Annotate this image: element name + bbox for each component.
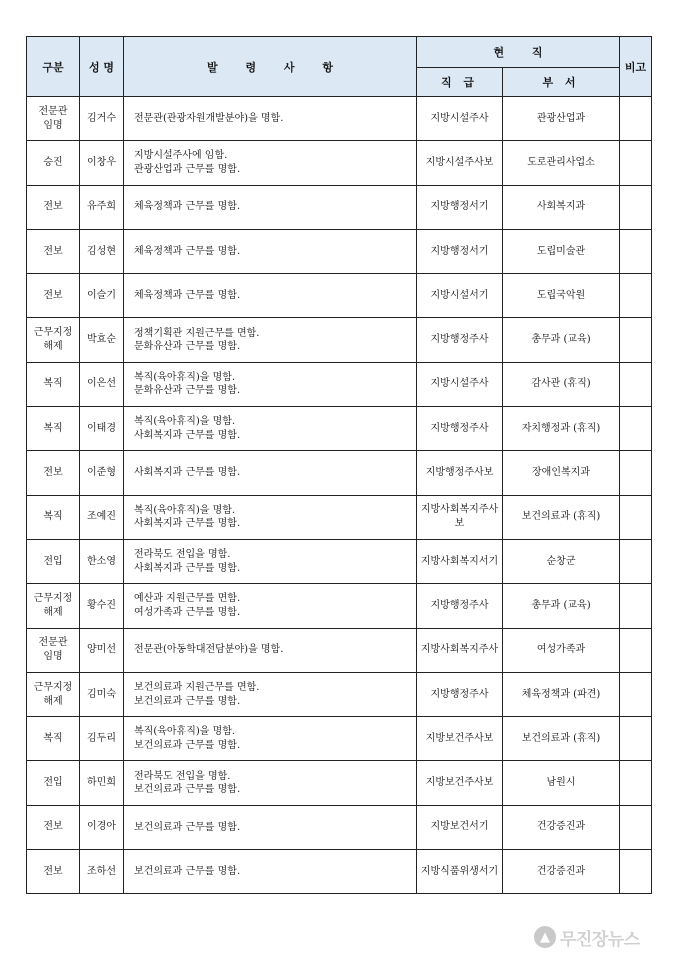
- category-line: 전문관: [38, 105, 68, 117]
- cell-category: [27, 495, 80, 539]
- cell-name: 이은선: [80, 362, 124, 406]
- cell-order: [124, 274, 417, 318]
- cell-note: [620, 362, 652, 406]
- cell-name: 김두리: [80, 717, 124, 761]
- cell-note: [620, 97, 652, 141]
- table-row: [27, 274, 652, 318]
- cell-note: [620, 229, 652, 273]
- header-department: 부 서: [503, 68, 620, 97]
- cell-department: 도립미술관: [503, 229, 620, 273]
- order-line: 복직(육아휴직)을 명함.: [134, 371, 236, 383]
- news-watermark: [534, 921, 674, 953]
- order-line: 문화유산과 근무를 명함.: [134, 385, 241, 397]
- cell-department: 장애인복지과: [503, 451, 620, 495]
- order-line: 보건의료과 지원근무를 면함.: [134, 682, 260, 693]
- cell-department: 자치행정과 (휴직): [503, 407, 620, 451]
- cell-note: [620, 274, 652, 318]
- header-order: 발 령 사 항: [124, 37, 417, 97]
- cell-category: [27, 318, 80, 362]
- cell-department: 건강증진과: [503, 805, 620, 849]
- order-line: 보건의료과 근무를 명함.: [134, 739, 241, 751]
- cell-department: 관광산업과: [503, 97, 620, 141]
- cell-name: 한소영: [80, 539, 124, 583]
- category-line: 복직: [43, 422, 63, 434]
- table-row: [27, 761, 652, 805]
- category-line: 전입: [43, 555, 63, 567]
- cell-rank: 지방행정서기: [417, 185, 503, 229]
- cell-order: [124, 584, 417, 628]
- cell-department: 사회복지과: [503, 185, 620, 229]
- cell-note: [620, 141, 652, 185]
- cell-order: [124, 672, 417, 716]
- cell-name: 김거수: [80, 97, 124, 141]
- cell-name: 김성현: [80, 229, 124, 273]
- order-line: 사회복지과 근무를 명함.: [134, 429, 241, 441]
- cell-order: [124, 141, 417, 185]
- category-line: 복직: [43, 732, 63, 744]
- order-line: 복직(육아휴직)을 명함.: [134, 726, 236, 738]
- header-rank: 직 급: [417, 68, 503, 97]
- category-line: 전보: [43, 821, 63, 833]
- order-line: 예산과 지원근무를 면함.: [134, 593, 241, 605]
- cell-category: [27, 141, 80, 185]
- header-current-position: 현 직: [417, 37, 620, 68]
- cell-department: 보건의료과 (휴직): [503, 717, 620, 761]
- category-line: 전보: [43, 865, 63, 877]
- table-row: [27, 362, 652, 406]
- mountain-logo-icon: ▲: [534, 926, 556, 948]
- order-line: 전라북도 전입을 명함.: [134, 549, 231, 561]
- table-row: [27, 141, 652, 185]
- cell-name: 양미선: [80, 628, 124, 672]
- cell-name: 이슬기: [80, 274, 124, 318]
- order-line: 정책기획관 지원근무를 면함.: [134, 327, 260, 339]
- cell-department: 총무과 (교육): [503, 318, 620, 362]
- cell-department: 순창군: [503, 539, 620, 583]
- order-line: 체육정책과 근무를 명함.: [134, 290, 241, 302]
- cell-order: [124, 805, 417, 849]
- cell-category: [27, 717, 80, 761]
- cell-order: [124, 628, 417, 672]
- order-line: 지방시설주사에 임함.: [134, 150, 228, 162]
- order-line: 보건의료과 근무를 명함.: [134, 695, 241, 707]
- cell-name: 이태경: [80, 407, 124, 451]
- cell-department: 남원시: [503, 761, 620, 805]
- header-name: 성 명: [80, 37, 124, 97]
- table-row: [27, 185, 652, 229]
- category-line: 승진: [43, 156, 63, 168]
- cell-rank: 지방시설서기: [417, 274, 503, 318]
- category-line: 전보: [43, 245, 63, 257]
- watermark-text: 무진장뉴스: [560, 929, 640, 950]
- cell-department: 건강증진과: [503, 850, 620, 894]
- order-line: 복직(육아휴직)을 명함.: [134, 504, 236, 516]
- cell-order: [124, 850, 417, 894]
- cell-name: 조하선: [80, 850, 124, 894]
- cell-note: [620, 185, 652, 229]
- table-row: [27, 850, 652, 894]
- cell-category: [27, 584, 80, 628]
- table-row: [27, 584, 652, 628]
- cell-order: [124, 539, 417, 583]
- cell-note: [620, 495, 652, 539]
- table-row: [27, 717, 652, 761]
- cell-order: [124, 318, 417, 362]
- cell-category: [27, 362, 80, 406]
- order-line: 보건의료과 근무를 명함.: [134, 865, 241, 877]
- category-line: 근무지정: [33, 681, 73, 693]
- cell-note: [620, 805, 652, 849]
- category-line: 전문관: [38, 637, 68, 649]
- cell-category: [27, 761, 80, 805]
- category-line: 해제: [43, 341, 63, 353]
- cell-name: 하민희: [80, 761, 124, 805]
- table-row: [27, 539, 652, 583]
- cell-rank: 지방행정주사: [417, 584, 503, 628]
- cell-name: 황수진: [80, 584, 124, 628]
- cell-department: 보건의료과 (휴직): [503, 495, 620, 539]
- cell-category: [27, 274, 80, 318]
- cell-order: [124, 407, 417, 451]
- cell-note: [620, 717, 652, 761]
- cell-name: 유주희: [80, 185, 124, 229]
- cell-name: 조예진: [80, 495, 124, 539]
- cell-note: [620, 318, 652, 362]
- order-line: 관광산업과 근무를 명함.: [134, 163, 241, 175]
- order-line: 보건의료과 근무를 명함.: [134, 821, 241, 833]
- order-line: 체육정책과 근무를 명함.: [134, 245, 241, 257]
- cell-category: [27, 407, 80, 451]
- cell-note: [620, 672, 652, 716]
- order-line: 체육정책과 근무를 명함.: [134, 201, 241, 213]
- cell-note: [620, 850, 652, 894]
- category-line: 근무지정: [33, 592, 73, 604]
- category-line: 해제: [43, 606, 63, 618]
- table-row: [27, 805, 652, 849]
- category-line: 임명: [43, 651, 63, 663]
- table-row: [27, 318, 652, 362]
- table-row: [27, 628, 652, 672]
- cell-name: 이경아: [80, 805, 124, 849]
- cell-rank: 지방행정주사: [417, 318, 503, 362]
- cell-note: [620, 407, 652, 451]
- cell-name: 이창우: [80, 141, 124, 185]
- cell-department: 총무과 (교육): [503, 584, 620, 628]
- cell-department: 체육정책과 (파견): [503, 672, 620, 716]
- cell-rank: 지방사회복지주사: [417, 628, 503, 672]
- table-row: [27, 672, 652, 716]
- cell-note: [620, 761, 652, 805]
- cell-category: [27, 229, 80, 273]
- cell-category: [27, 805, 80, 849]
- cell-order: [124, 185, 417, 229]
- order-line: 복직(육아휴직)을 명함.: [134, 416, 236, 428]
- cell-rank: 지방보건주사보: [417, 717, 503, 761]
- cell-rank: 지방행정주사: [417, 672, 503, 716]
- cell-order: [124, 97, 417, 141]
- cell-rank: 지방시설주사: [417, 97, 503, 141]
- category-line: 근무지정: [33, 327, 73, 339]
- cell-rank: 지방행정주사보: [417, 451, 503, 495]
- table-row: [27, 407, 652, 451]
- order-line: 사회복지과 근무를 명함.: [134, 518, 241, 530]
- cell-category: [27, 672, 80, 716]
- order-line: 전문관(관광자원개발분야)을 명함.: [134, 112, 284, 124]
- cell-name: 김미숙: [80, 672, 124, 716]
- cell-note: [620, 584, 652, 628]
- cell-note: [620, 628, 652, 672]
- order-line: 전라북도 전입을 명함.: [134, 770, 231, 782]
- header-category: 구분: [27, 37, 80, 97]
- cell-category: [27, 451, 80, 495]
- cell-department: 도로관리사업소: [503, 141, 620, 185]
- cell-order: [124, 451, 417, 495]
- cell-rank: 지방시설주사: [417, 362, 503, 406]
- cell-category: [27, 185, 80, 229]
- cell-order: [124, 362, 417, 406]
- cell-order: [124, 761, 417, 805]
- cell-rank: 지방시설주사보: [417, 141, 503, 185]
- table-row: [27, 229, 652, 273]
- category-line: 전보: [43, 289, 63, 301]
- order-line: 사회복지과 근무를 명함.: [134, 562, 241, 574]
- cell-order: [124, 717, 417, 761]
- personnel-order-table: [26, 36, 652, 894]
- cell-rank: 지방식품위생서기: [417, 850, 503, 894]
- order-line: 전문관(아동학대전담분야)을 명함.: [134, 644, 284, 656]
- cell-rank: 지방행정주사: [417, 407, 503, 451]
- cell-rank: 지방사회복지서기: [417, 539, 503, 583]
- order-line: 보건의료과 근무를 명함.: [134, 784, 241, 796]
- cell-name: 이준형: [80, 451, 124, 495]
- header-note: 비고: [620, 37, 652, 97]
- cell-note: [620, 451, 652, 495]
- category-line: 전입: [43, 777, 63, 789]
- cell-department: 여성가족과: [503, 628, 620, 672]
- cell-department: 감사관 (휴직): [503, 362, 620, 406]
- table-row: [27, 97, 652, 141]
- category-line: 전보: [43, 467, 63, 479]
- cell-rank: 지방보건주사보: [417, 761, 503, 805]
- category-line: 복직: [43, 511, 63, 523]
- cell-name: 박효순: [80, 318, 124, 362]
- cell-category: [27, 97, 80, 141]
- table-row: [27, 495, 652, 539]
- cell-category: [27, 539, 80, 583]
- order-line: 사회복지과 근무를 명함.: [134, 467, 241, 479]
- cell-category: [27, 850, 80, 894]
- cell-note: [620, 539, 652, 583]
- order-line: 문화유산과 근무를 명함.: [134, 341, 241, 353]
- cell-order: [124, 495, 417, 539]
- cell-rank: 지방사회복지주사보: [417, 495, 503, 539]
- cell-rank: 지방보건서기: [417, 805, 503, 849]
- table-row: [27, 451, 652, 495]
- cell-category: [27, 628, 80, 672]
- cell-department: 도립국악원: [503, 274, 620, 318]
- cell-order: [124, 229, 417, 273]
- category-line: 해제: [43, 695, 63, 707]
- category-line: 전보: [43, 201, 63, 213]
- category-line: 복직: [43, 378, 63, 390]
- category-line: 임명: [43, 119, 63, 131]
- order-line: 여성가족과 근무를 명함.: [134, 606, 241, 618]
- cell-rank: 지방행정서기: [417, 229, 503, 273]
